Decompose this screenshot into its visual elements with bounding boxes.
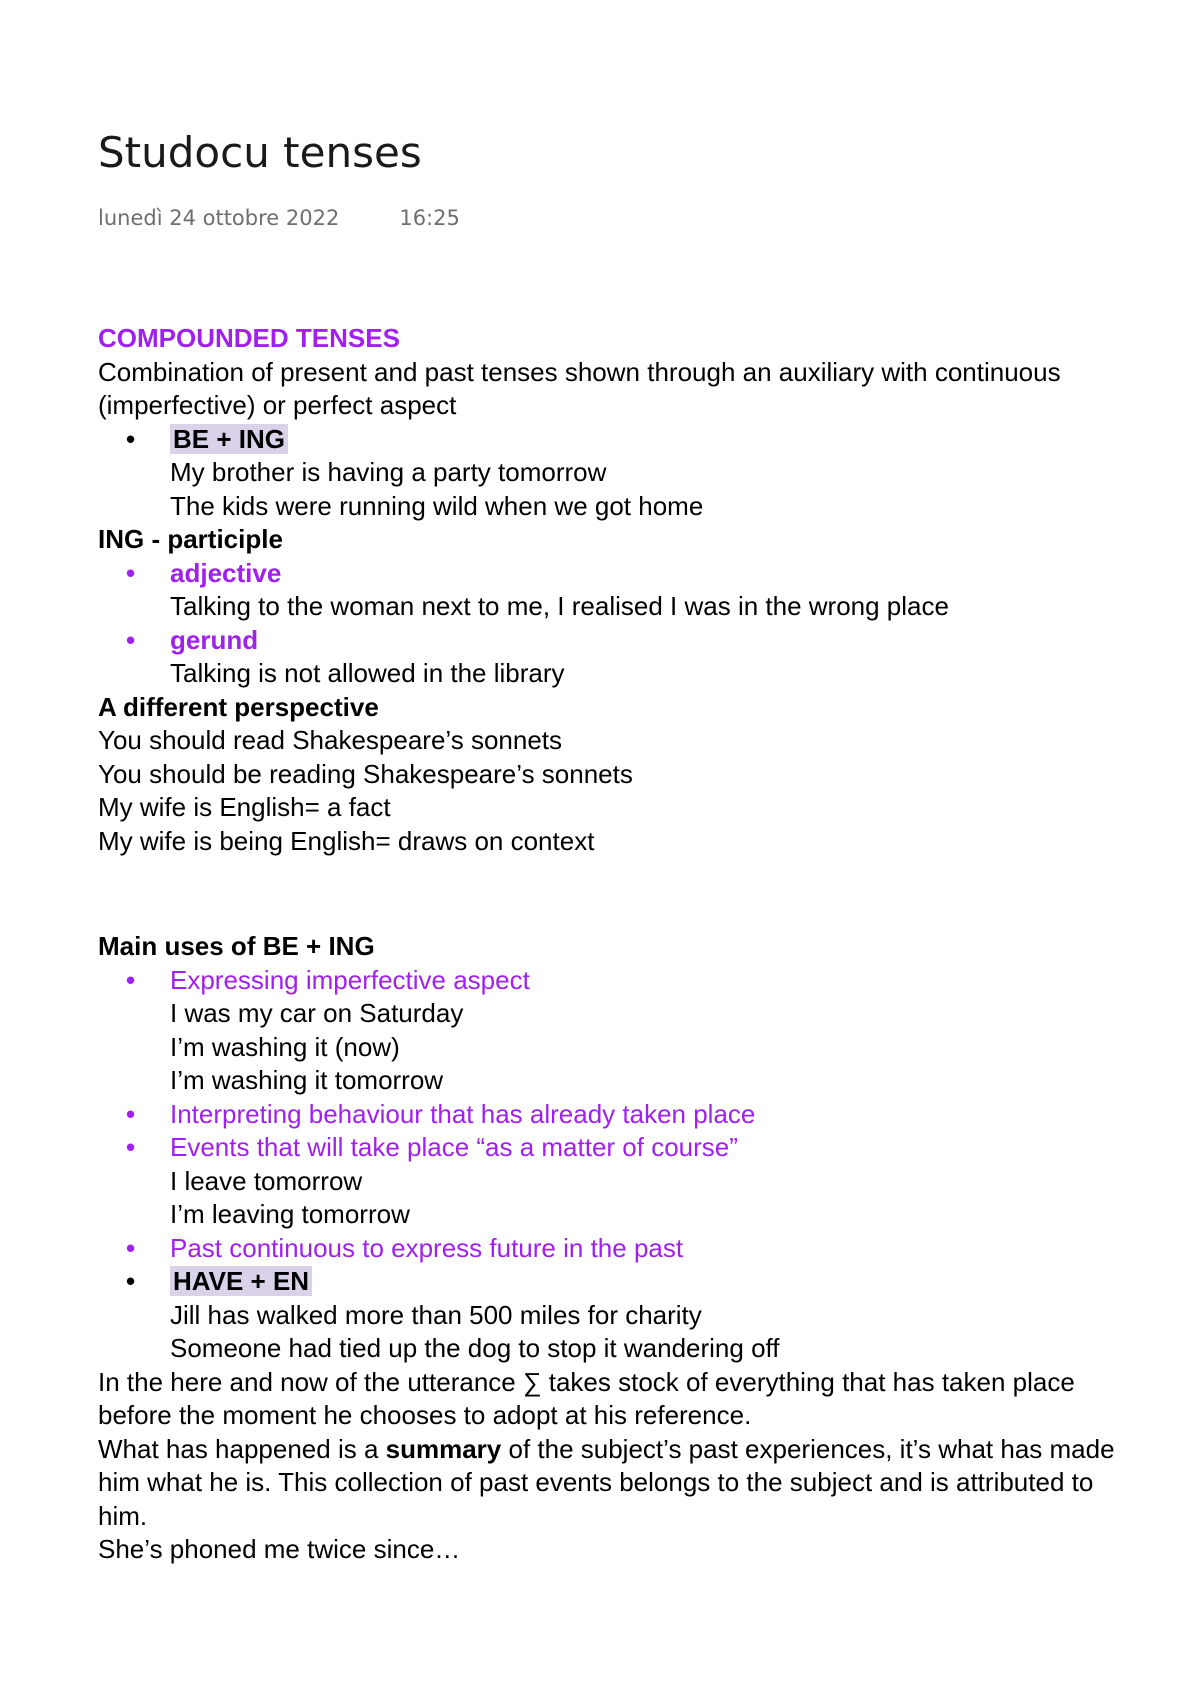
section-heading-compounded: COMPOUNDED TENSES [98, 323, 400, 353]
bullet-dot-icon: • [126, 1132, 136, 1162]
bullet-have-en [98, 1265, 1200, 1299]
bullet-gerund [98, 624, 1200, 658]
bullet-dot-icon: • [126, 1098, 136, 1129]
example-line: My wife is English= a fact [98, 792, 391, 822]
example-line: I was my car on Saturday [170, 998, 464, 1028]
page-title: Studocu tenses [98, 128, 422, 177]
bullet-dot-icon: • [126, 624, 136, 655]
example-line: I leave tomorrow [170, 1165, 363, 1196]
example-line: I’m leaving tomorrow [170, 1199, 410, 1229]
section-heading-main-uses: Main uses of BE + ING [98, 931, 375, 961]
example-line: You should read Shakespeare’s sonnets [98, 725, 563, 755]
spacer [98, 858, 1200, 930]
bullet-adjective [98, 557, 1200, 591]
bullet-label: Events that will take place “as a matter of course” [170, 1132, 738, 1162]
paragraph-text: of the subject’s past experiences, it’s what has made [501, 1433, 1115, 1464]
example-line: The kids were running wild when we got home [170, 490, 704, 521]
bullet-dot-icon: • [126, 1232, 136, 1263]
page-meta [98, 206, 460, 230]
highlight-have-en: HAVE + EN [170, 1266, 312, 1296]
intro-line-2: (imperfective) or perfect aspect [98, 390, 457, 420]
example-line: I’m washing it (now) [170, 1031, 400, 1062]
bullet-label: Past continuous to express future in the past [170, 1232, 684, 1263]
paragraph-line: him. [98, 1500, 148, 1531]
paragraph-line-summary [98, 1433, 1200, 1467]
bullet-label: gerund [170, 624, 259, 655]
bullet-dot-icon: • [126, 1266, 136, 1296]
paragraph-line: him what he is. This collection of past events belongs to the subject and is attributed to [98, 1467, 1094, 1497]
bullet-dot-icon: • [126, 964, 136, 995]
example-line: My brother is having a party tomorrow [170, 457, 607, 487]
intro-line-1: Combination of present and past tenses shown through an auxiliary with continuous [98, 356, 1061, 387]
bullet-label: Expressing imperfective aspect [170, 964, 530, 995]
paragraph-text: What has happened is a [98, 1433, 386, 1464]
bullet-imperfective [98, 964, 1200, 998]
example-line: You should be reading Shakespeare’s sonnets [98, 758, 633, 789]
example-line: My wife is being English= draws on context [98, 825, 595, 856]
example-line: I’m washing it tomorrow [170, 1065, 444, 1095]
example-line: Jill has walked more than 500 miles for charity [170, 1299, 702, 1330]
paragraph-line: before the moment he chooses to adopt at his reference. [98, 1400, 752, 1430]
bullet-label: Interpreting behaviour that has already taken place [170, 1098, 756, 1129]
bullet-dot-icon: • [126, 557, 136, 588]
page-time: 16:25 [399, 206, 460, 230]
paragraph-line: She’s phoned me twice since… [98, 1534, 461, 1564]
bullet-events [98, 1131, 1200, 1165]
bullet-interpreting [98, 1098, 1200, 1132]
note-body [98, 322, 1200, 1567]
example-line: Talking to the woman next to me, I realised I was in the wrong place [170, 591, 949, 621]
highlight-be-ing: BE + ING [170, 424, 288, 454]
example-line: Someone had tied up the dog to stop it wandering off [170, 1333, 780, 1363]
bullet-past-continuous [98, 1232, 1200, 1266]
subheading-perspective: A different perspective [98, 691, 379, 722]
subheading-ing-participle: ING - participle [98, 524, 283, 554]
bullet-dot-icon: • [126, 423, 136, 454]
bullet-be-ing [98, 423, 1200, 457]
paragraph-line: In the here and now of the utterance ∑ takes stock of everything that has taken place [98, 1366, 1075, 1397]
bullet-label: adjective [170, 557, 282, 588]
summary-bold: summary [385, 1433, 502, 1464]
page-date: lunedì 24 ottobre 2022 [98, 206, 340, 230]
example-line: Talking is not allowed in the library [170, 658, 565, 688]
